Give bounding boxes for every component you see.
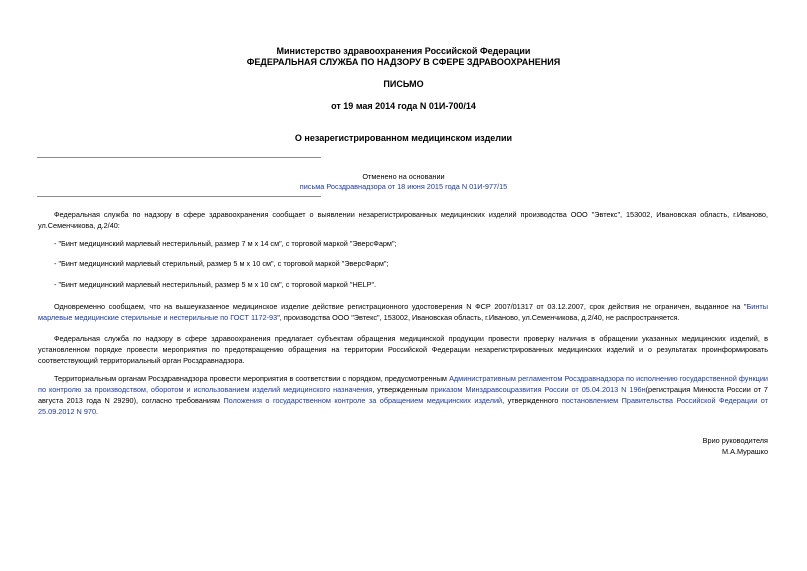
list-item: - "Бинт медицинский марлевый стерильный, размер 5 м x 10 см", с торговой маркой "ЭверсФарм"; bbox=[54, 259, 389, 268]
order-link[interactable]: приказом Минздравсоцразвития России от 05.04.2013 N 196н bbox=[430, 385, 646, 394]
divider-bottom bbox=[37, 196, 321, 197]
paragraph-2-text-a: Одновременно сообщаем, что на вышеуказанное медицинское изделие действие регистрационного удостоверения N ФСР 2007/01317 от 03.12.2007, срок действия не ограничен, выданное на " bbox=[54, 302, 747, 311]
divider-top bbox=[37, 157, 321, 158]
document-type: ПИСЬМО bbox=[383, 79, 424, 89]
paragraph-4-text-a: Территориальным органам Росздравнадзора провести мероприятия в соответствии с порядком, предусмотренным bbox=[54, 374, 450, 383]
government-resolution-link[interactable]: постановлением Правительства Российской Федерации от 25.09.2012 N 970 bbox=[38, 396, 769, 416]
signature-role: Врио руководителя bbox=[702, 436, 768, 445]
service-name: ФЕДЕРАЛЬНАЯ СЛУЖБА ПО НАДЗОРУ В СФЕРЕ ЗДРАВООХРАНЕНИЯ bbox=[246, 57, 561, 67]
gost-link[interactable]: Бинты марлевые медицинские стерильные и нестерильные по ГОСТ 1172-93 bbox=[38, 302, 768, 322]
cancel-note-link[interactable]: письма Росздравнадзора от 18 июня 2015 года N 01И-977/15 bbox=[299, 182, 508, 191]
paragraph-3: Федеральная служба по надзору в сфере здравоохранения предлагает субъектам обращения медицинской продукции провести проверку наличия в обращении указанных медицинских изделий, в установленном порядке провести мероприятия по предотвращению обращения на территории Российской Федерации незарегистрированных медицинских изделий и о результатах проинформировать соответствующий территориальный орган Росздравнадзора. bbox=[38, 334, 768, 365]
paragraph-1: Федеральная служба по надзору в сфере здравоохранения сообщает о выявлении незарегистрированных медицинских изделий производства ООО "Эвтекс", 153002, Ивановская область, г.Иваново, ул.Семенчикова, д.2/40: bbox=[38, 210, 768, 230]
cancel-note-line bbox=[0, 182, 807, 192]
regulation-provision-link[interactable]: Положения о государственном контроле за обращением медицинских изделий bbox=[223, 396, 503, 405]
list-item: - "Бинт медицинский марлевый нестерильный, размер 5 м x 10 см", с торговой маркой "HELP". bbox=[54, 280, 377, 289]
paragraph-4-text-c: (регистрация Минюста России от 7 августа 2013 года N 29290), согласно требованиям bbox=[38, 385, 768, 405]
signature-name: М.А.Мурашко bbox=[721, 447, 768, 456]
document-date-number: от 19 мая 2014 года N 01И-700/14 bbox=[331, 101, 476, 111]
paragraph-2-text-b: ", производства ООО "Эвтекс", 153002, Ивановская область, г.Иваново, ул.Семенчикова, д.2/40, не распространяется. bbox=[277, 313, 680, 322]
ministry-name: Министерство здравоохранения Российской Федерации bbox=[276, 46, 531, 56]
paragraph-4-text-b: , утвержденным bbox=[372, 385, 431, 394]
paragraph-2 bbox=[38, 301, 768, 323]
cancel-note-text: Отменено на основании bbox=[362, 172, 445, 181]
paragraph-4 bbox=[38, 373, 768, 417]
paragraph-4-text-e: . bbox=[96, 407, 99, 416]
document-subject: О незарегистрированном медицинском изделии bbox=[294, 133, 513, 143]
list-item: - "Бинт медицинский марлевый нестерильный, размер 7 м x 14 см", с торговой маркой "ЭверсФарм"; bbox=[54, 239, 397, 248]
regulation-link[interactable]: Административным регламентом Росздравнадзора по исполнению государственной функции по контролю за производством, оборотом и использованием изделий медицинского назначения bbox=[38, 374, 768, 394]
paragraph-4-text-d: , утвержденного bbox=[502, 396, 562, 405]
